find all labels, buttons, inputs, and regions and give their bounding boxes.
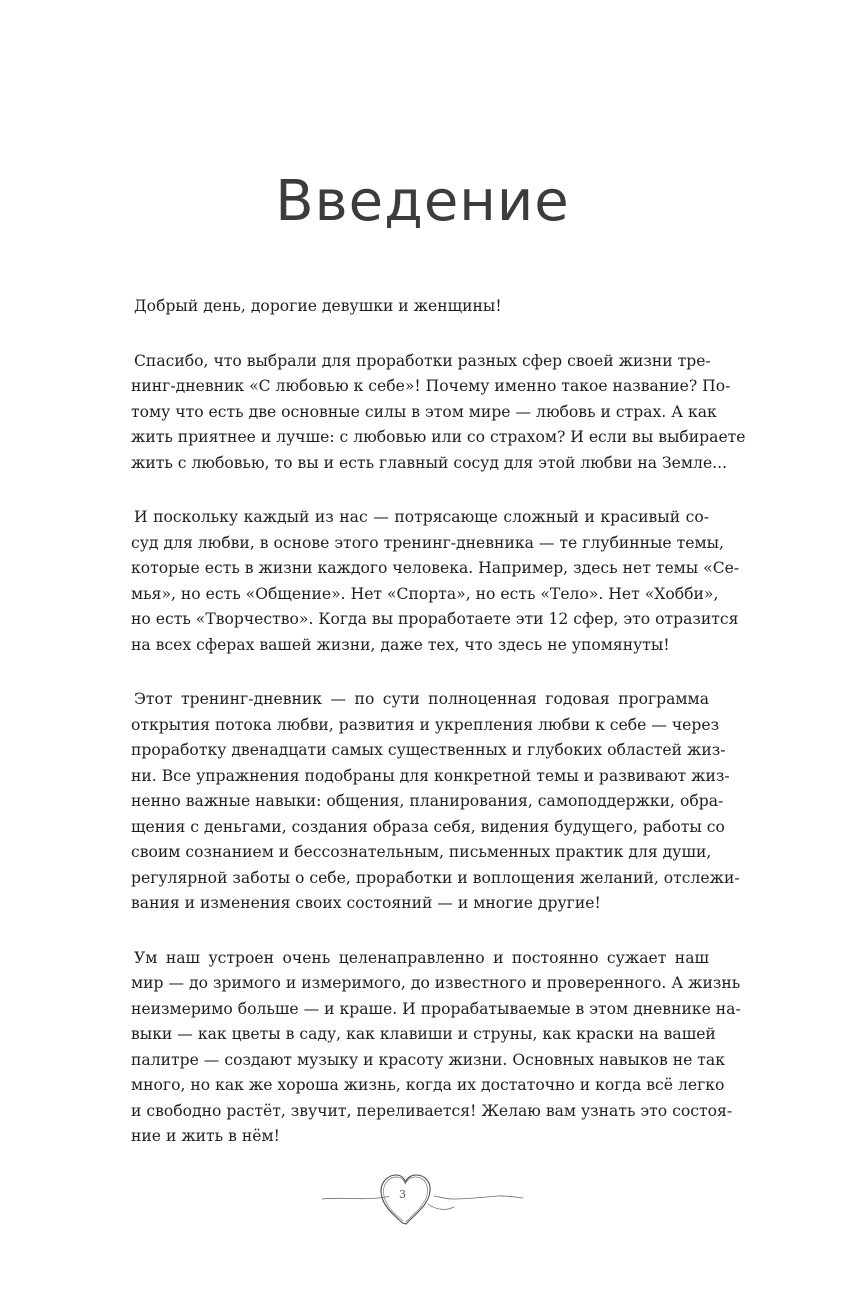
paragraph-line: регулярной заботы о себе, проработки и воплощения желаний, отслежи- xyxy=(131,868,740,887)
paragraph-line: Добрый день, дорогие девушки и женщины! xyxy=(134,297,502,315)
paragraph-line: суд для любви, в основе этого тренинг-дневника — те глубинные темы, xyxy=(131,533,724,552)
paragraph-1 xyxy=(131,294,709,320)
paragraph-line: неизмеримо больше — и краше. И прорабатываемые в этом дневнике на- xyxy=(131,999,741,1018)
paragraph-line: своим сознанием и бессознательным, письменных практик для души, xyxy=(131,843,712,861)
paragraph-4 xyxy=(131,687,740,917)
paragraph-line: но есть «Творчество». Когда вы проработаете эти 12 сфер, это отразится xyxy=(131,610,739,628)
paragraph-line: проработку двенадцати самых существенных и глубоких областей жиз- xyxy=(131,741,726,759)
paragraph-line: палитре — создают музыку и красоту жизни. Основных навыков не так xyxy=(131,1050,725,1069)
body-text xyxy=(131,294,746,1179)
paragraph-line: открытия потока любви, развития и укрепления любви к себе — через xyxy=(131,715,720,734)
paragraph-line: выки — как цветы в саду, как клавиши и струны, как краски на вашей xyxy=(131,1025,716,1043)
page-footer xyxy=(320,1166,525,1238)
page-title: Введение xyxy=(275,169,570,234)
paragraph-line: вания и изменения своих состояний — и многие другие! xyxy=(131,894,601,912)
paragraph-line: жить с любовью, то вы и есть главный сосуд для этой любви на Земле... xyxy=(131,453,728,472)
page-number: 3 xyxy=(399,1188,406,1201)
paragraph-line: Спасибо, что выбрали для проработки разных сфер своей жизни тре- xyxy=(134,351,711,370)
paragraph-line: мья», но есть «Общение». Нет «Спорта», но есть «Тело». Нет «Хобби», xyxy=(131,584,719,603)
paragraph-line: щения с деньгами, создания образа себя, видения будущего, работы со xyxy=(131,817,725,836)
paragraph-line: Этот тренинг-дневник — по сути полноценная годовая программа xyxy=(134,690,709,708)
paragraph-line: тому что есть две основные силы в этом мире — любовь и страх. А как xyxy=(131,402,717,421)
paragraph-line: ненно важные навыки: общения, планирования, самоподдержки, обра- xyxy=(131,792,724,810)
paragraph-line: Ум наш устроен очень целенаправленно и постоянно сужает наш xyxy=(134,948,709,967)
paragraph-line: И поскольку каждый из нас — потрясающе сложный и красивый со- xyxy=(134,508,709,526)
paragraph-line: жить приятнее и лучше: с любовью или со страхом? И если вы выбираете xyxy=(131,428,746,446)
paragraph-line: много, но как же хороша жизнь, когда их достаточно и когда всё легко xyxy=(131,1076,725,1094)
paragraph-5 xyxy=(131,946,741,1150)
paragraph-line: мир — до зримого и измеримого, до известного и проверенного. А жизнь xyxy=(131,974,741,992)
paragraph-2 xyxy=(131,349,746,477)
paragraph-line: нинг-дневник «С любовью к себе»! Почему именно такое название? По- xyxy=(131,377,731,395)
paragraph-line: и свободно растёт, звучит, переливается! Желаю вам узнать это состоя- xyxy=(131,1101,733,1120)
heart-icon xyxy=(320,1166,525,1238)
paragraph-line: на всех сферах вашей жизни, даже тех, что здесь не упомянуты! xyxy=(131,635,670,654)
paragraph-3 xyxy=(131,505,740,658)
paragraph-line: ни. Все упражнения подобраны для конкретной темы и развивают жиз- xyxy=(131,766,730,785)
paragraph-line: которые есть в жизни каждого человека. Например, здесь нет темы «Се- xyxy=(131,559,740,577)
paragraph-line: ние и жить в нём! xyxy=(131,1127,280,1145)
